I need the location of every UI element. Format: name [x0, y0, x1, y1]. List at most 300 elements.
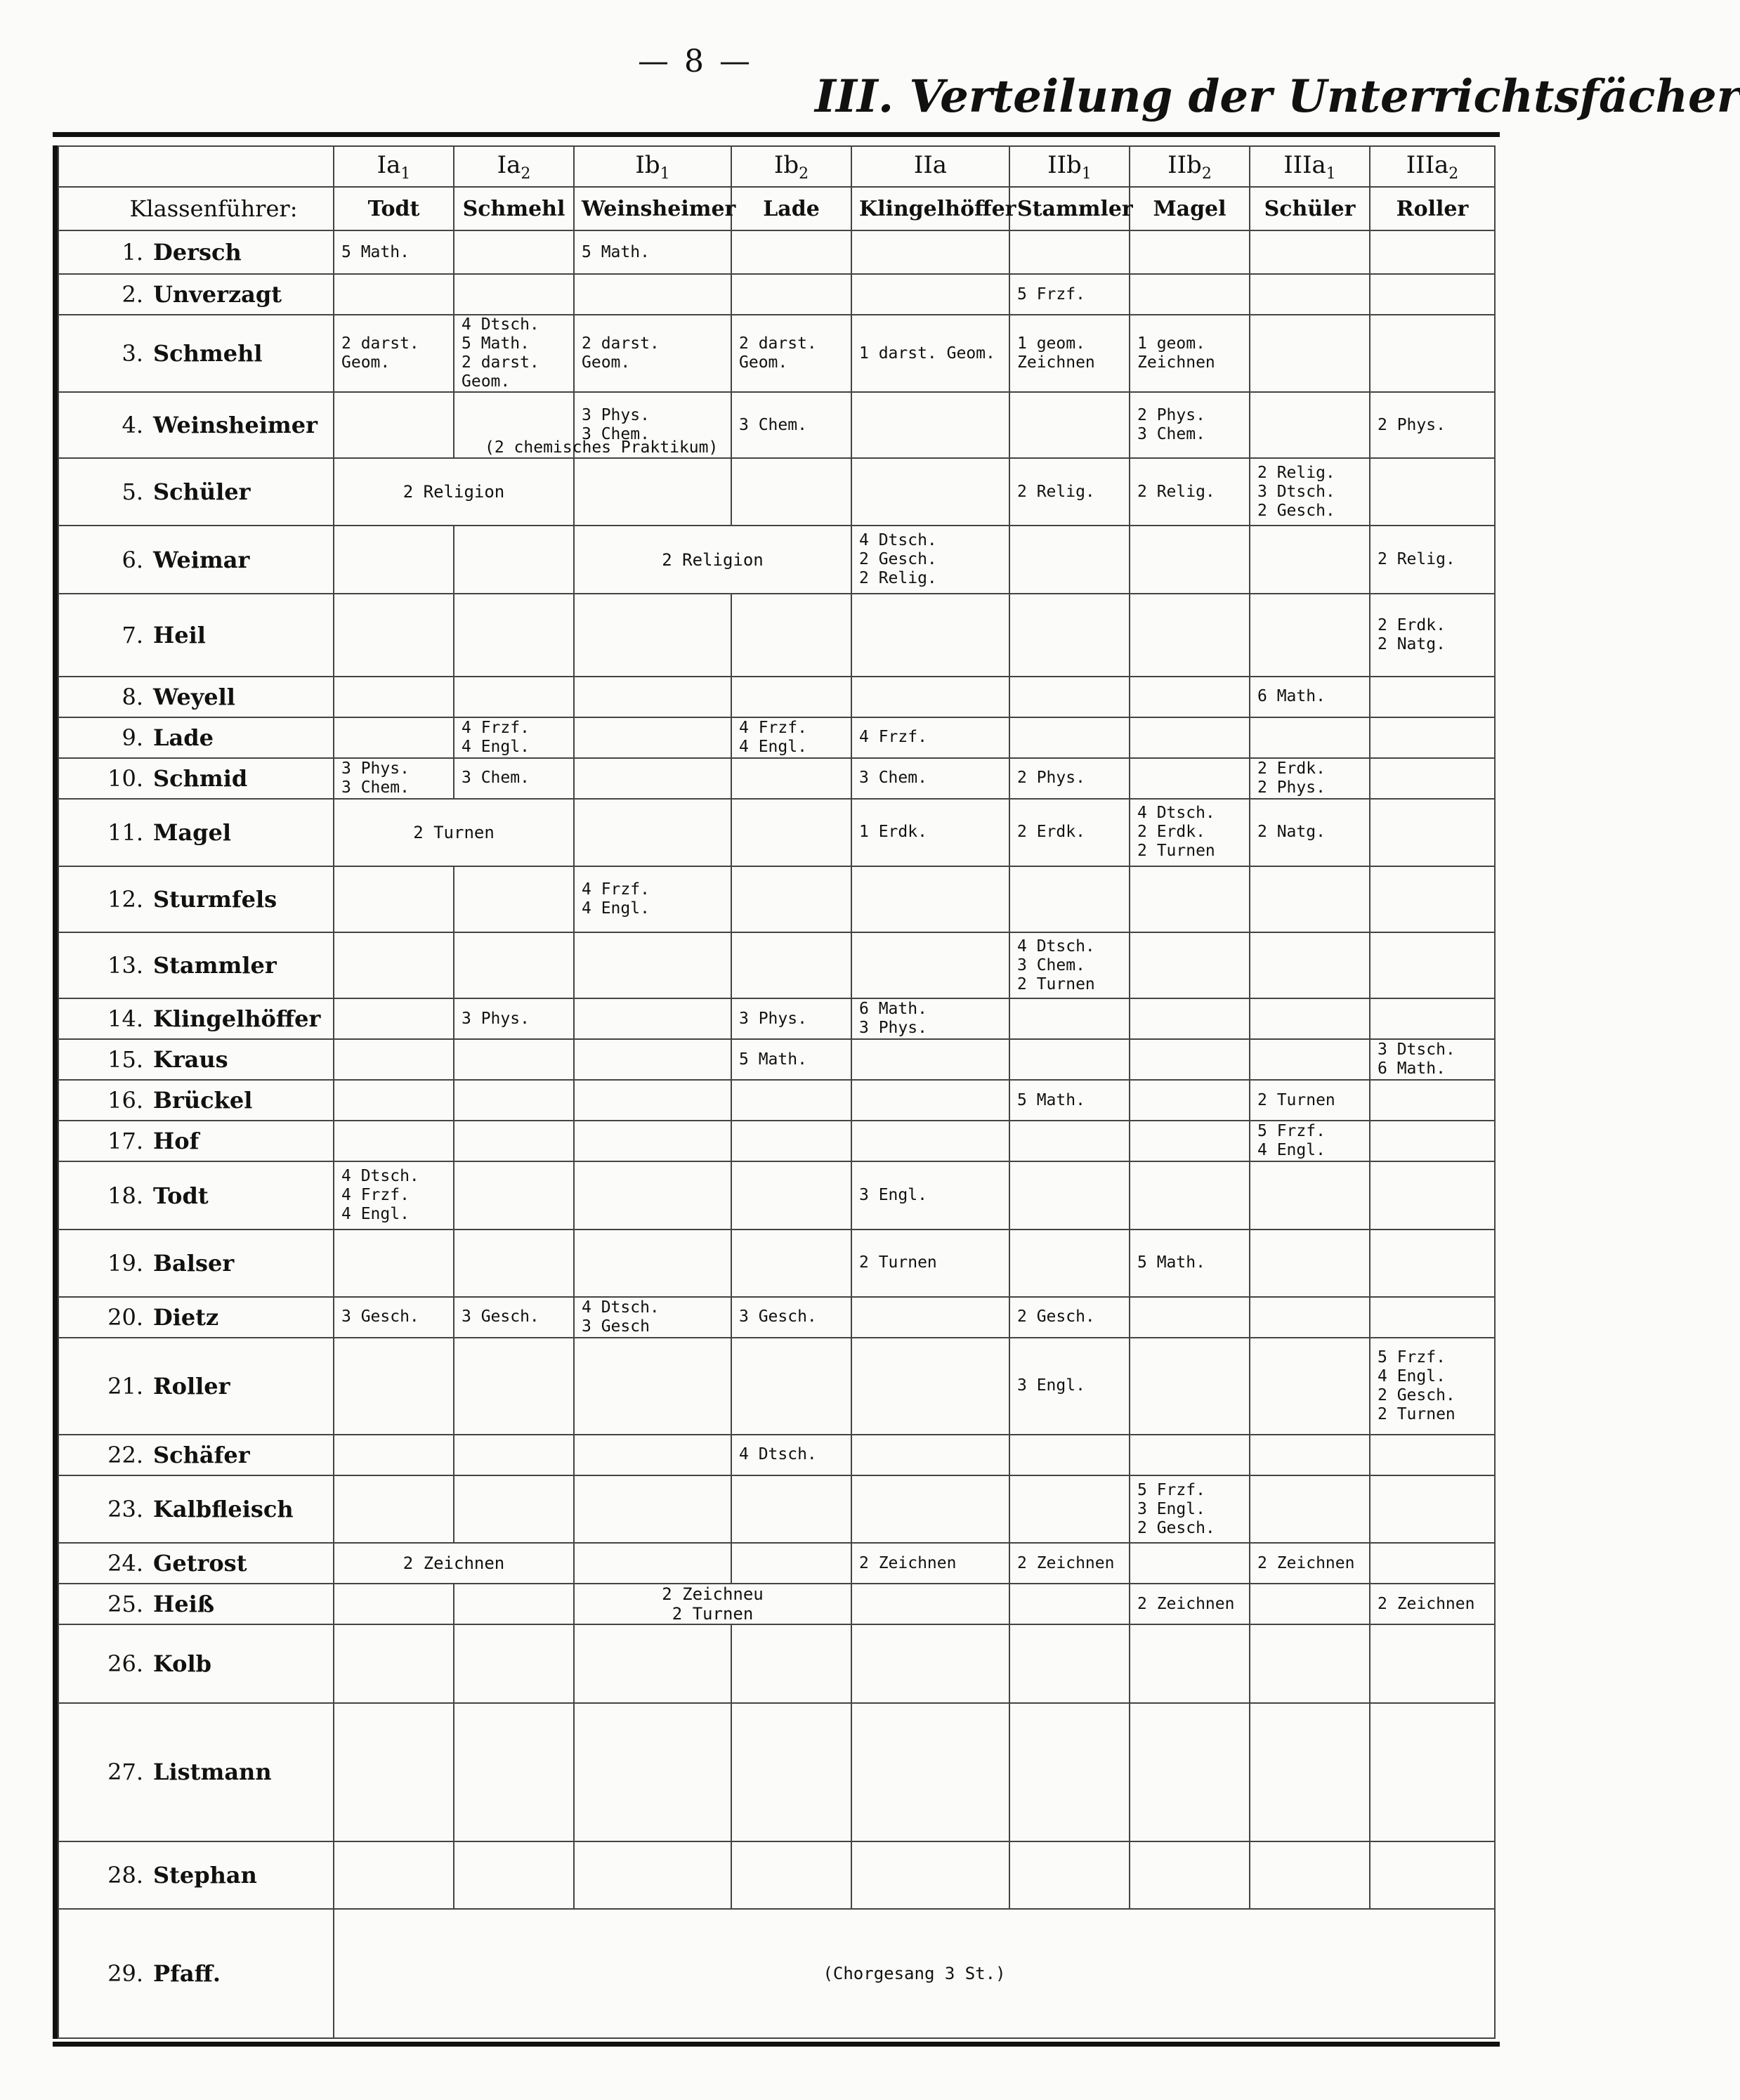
- subject-cell: [454, 1297, 574, 1338]
- subject-cell: [851, 526, 1009, 593]
- subject-entry: 1 Erdk.: [859, 823, 927, 842]
- subject-cell: [731, 274, 851, 315]
- subject-entry: Geom.: [739, 353, 788, 372]
- subject-entry: Geom.: [341, 353, 391, 372]
- teacher-name: Todt: [153, 1182, 209, 1209]
- subject-entry: 5 Math.: [462, 334, 530, 353]
- subject-cell: [1370, 274, 1495, 315]
- teacher-name: Dietz: [153, 1303, 219, 1331]
- subject-cell: [851, 932, 1009, 998]
- subject-cell: [454, 1584, 574, 1624]
- merged-subject-entry: 2 Zeichneu: [662, 1584, 764, 1605]
- merged-subject-entry: 2 Zeichnen: [403, 1553, 505, 1574]
- subject-cell: [851, 1584, 1009, 1624]
- subject-cell: [1370, 1841, 1495, 1909]
- class-teacher: Schmehl: [454, 187, 574, 230]
- subject-entry: Geom.: [462, 372, 511, 391]
- subject-cell: [1130, 1543, 1250, 1584]
- subject-cell: [731, 758, 851, 799]
- class-name: Ia: [497, 150, 521, 179]
- subject-entry: 2 Turnen: [1137, 842, 1215, 861]
- subject-cell: [1370, 1230, 1495, 1297]
- class-name: IIa: [913, 150, 948, 179]
- subject-cell: [574, 1039, 731, 1080]
- teacher-name: Sturmfels: [153, 886, 277, 913]
- subject-cell: [731, 717, 851, 758]
- row-number: 13.: [107, 952, 143, 979]
- corner-cell: [58, 146, 334, 187]
- teacher-name: Weimar: [153, 546, 250, 573]
- subject-cell: [731, 1121, 851, 1161]
- subject-cell: [731, 1841, 851, 1909]
- top-rule: [53, 132, 1500, 137]
- subject-cell: [574, 1703, 731, 1841]
- subject-cell: [1009, 1435, 1130, 1475]
- subject-entry: 5 Frzf.: [1378, 1348, 1446, 1367]
- class-name: Ib: [773, 150, 799, 179]
- subject-entry: 3 Chem.: [739, 415, 807, 434]
- row-number: 5.: [122, 478, 143, 506]
- class-teacher: Magel: [1130, 187, 1250, 230]
- subject-cell: [574, 1230, 731, 1297]
- subject-cell: [1009, 717, 1130, 758]
- subject-cell: [574, 274, 731, 315]
- subject-cell: [454, 677, 574, 717]
- subject-cell: [1250, 1584, 1370, 1624]
- subject-cell: [334, 1161, 454, 1229]
- row-number: 12.: [107, 886, 143, 913]
- subject-cell: [1130, 230, 1250, 274]
- subject-cell: [851, 717, 1009, 758]
- subject-cell: [454, 932, 574, 998]
- subject-cell: [454, 998, 574, 1039]
- subject-cell: [574, 932, 731, 998]
- subject-cell: [334, 1080, 454, 1121]
- class-subscript: 2: [1201, 164, 1212, 183]
- subject-cell: [1130, 1121, 1250, 1161]
- teacher-name-cell: [58, 1338, 334, 1435]
- class-teacher: Schüler: [1250, 187, 1370, 230]
- subject-cell: [1250, 315, 1370, 392]
- teacher-name-cell: [58, 1080, 334, 1121]
- subject-cell: [851, 315, 1009, 392]
- subject-cell: [1250, 1161, 1370, 1229]
- subject-entry: 6 Math.: [1257, 687, 1326, 706]
- subject-cell: [1370, 392, 1495, 458]
- subject-cell: [731, 392, 851, 458]
- subject-cell: [1009, 1338, 1130, 1435]
- class-teacher: Lade: [731, 187, 851, 230]
- teacher-name: Getrost: [153, 1550, 247, 1577]
- subject-cell: [1009, 458, 1130, 526]
- subject-cell: [731, 1338, 851, 1435]
- teacher-row: [58, 1297, 1495, 1338]
- subject-entry: 1 geom.: [1137, 334, 1205, 353]
- subject-cell: [334, 998, 454, 1039]
- subject-cell: [1130, 717, 1250, 758]
- subject-cell: [334, 1121, 454, 1161]
- row-number: 21.: [107, 1372, 143, 1400]
- subject-entry: 2 Relig.: [1378, 550, 1456, 569]
- subject-cell: [1130, 594, 1250, 677]
- subject-entry: 2 Relig.: [1017, 482, 1095, 501]
- class-subscript: 1: [1326, 164, 1336, 183]
- subject-cell: [851, 230, 1009, 274]
- subject-entry: 2 Zeichnen: [1137, 1594, 1235, 1613]
- class-name: Ib: [635, 150, 660, 179]
- subject-cell: [574, 1080, 731, 1121]
- subject-entry: 4 Dtsch.: [859, 531, 937, 550]
- teacher-name: Klingelhöffer: [153, 1005, 321, 1033]
- row-number: 11.: [107, 819, 143, 846]
- row-number: 17.: [107, 1128, 143, 1155]
- subject-entry: 4 Dtsch.: [341, 1167, 419, 1186]
- subject-cell: [1009, 1543, 1130, 1584]
- class-col-3: [731, 146, 851, 187]
- teacher-row: [58, 1161, 1495, 1229]
- subject-cell: [334, 274, 454, 315]
- subject-cell: [334, 1338, 454, 1435]
- class-subscript: 2: [799, 164, 809, 183]
- subject-cell: [1009, 799, 1130, 866]
- teacher-row: [58, 1475, 1495, 1543]
- teacher-name-cell: [58, 799, 334, 866]
- subject-cell: [1009, 866, 1130, 932]
- subject-cell: [1130, 1435, 1250, 1475]
- subject-cell: [851, 1841, 1009, 1909]
- subject-cell: [1250, 1039, 1370, 1080]
- row-number: 4.: [122, 412, 143, 439]
- subject-cell: [851, 998, 1009, 1039]
- subject-cell: [1130, 1338, 1250, 1435]
- subject-entry: 2 Erdk.: [1257, 759, 1326, 778]
- row-number: 14.: [107, 1005, 143, 1033]
- subject-cell: [1009, 1624, 1130, 1703]
- subject-entry: 2 Relig.: [1257, 463, 1335, 482]
- subject-entry: 3 Gesch: [582, 1317, 650, 1336]
- subject-entry: 3 Phys.: [341, 759, 410, 778]
- subject-cell: [1370, 1543, 1495, 1584]
- row-number: 9.: [122, 724, 143, 751]
- teacher-row: [58, 1121, 1495, 1161]
- subject-entry: 3 Engl.: [1017, 1376, 1085, 1395]
- subject-cell: [454, 1338, 574, 1435]
- teacher-name-cell: [58, 274, 334, 315]
- subject-cell: [1009, 1297, 1130, 1338]
- subject-cell: [1130, 1584, 1250, 1624]
- teacher-row: [58, 1435, 1495, 1475]
- subject-entry: Geom.: [582, 353, 631, 372]
- subject-cell: [851, 799, 1009, 866]
- teacher-rows: [58, 230, 1495, 2038]
- subject-entry: 4 Frzf.: [739, 718, 807, 737]
- subject-entry: 2 Gesch.: [1137, 1518, 1215, 1537]
- subject-cell: [1130, 998, 1250, 1039]
- teacher-row: [58, 1338, 1495, 1435]
- subject-entry: 5 Frzf.: [1137, 1480, 1205, 1499]
- subject-entry: 6 Math.: [1378, 1059, 1446, 1078]
- subject-cell: [1130, 758, 1250, 799]
- subject-cell: [731, 677, 851, 717]
- subject-cell: [574, 1841, 731, 1909]
- subject-entry: 4 Engl.: [462, 737, 530, 756]
- subject-cell: [334, 932, 454, 998]
- subject-cell: [1009, 1230, 1130, 1297]
- subject-cell: [1009, 1039, 1130, 1080]
- subject-cell: [731, 866, 851, 932]
- subject-cell: [1370, 1297, 1495, 1338]
- subject-cell: [1250, 1121, 1370, 1161]
- subject-cell: [1250, 1475, 1370, 1543]
- teacher-name-cell: [58, 866, 334, 932]
- subject-cell: [1370, 230, 1495, 274]
- subject-cell: [1370, 1584, 1495, 1624]
- subject-entry: 3 Phys.: [739, 1009, 807, 1028]
- subject-entry: 4 Engl.: [1257, 1141, 1326, 1160]
- class-name: IIIa: [1283, 150, 1326, 179]
- teacher-row: [58, 1584, 1495, 1624]
- subject-entry: 3 Chem.: [462, 769, 530, 788]
- row-number: 22.: [107, 1441, 143, 1468]
- subject-cell: [731, 1039, 851, 1080]
- teacher-name: Brückel: [153, 1087, 253, 1114]
- subject-cell: [454, 526, 574, 593]
- subject-cell: [574, 1121, 731, 1161]
- teacher-row: [58, 526, 1495, 593]
- row-number: 16.: [107, 1087, 143, 1114]
- subject-cell: [851, 866, 1009, 932]
- subject-cell: [1250, 677, 1370, 717]
- subject-cell: [851, 1435, 1009, 1475]
- subject-cell: [731, 230, 851, 274]
- row-number: 29.: [107, 1959, 143, 1987]
- subject-entry: 2 Turnen: [859, 1253, 937, 1272]
- teacher-name-cell: [58, 1039, 334, 1080]
- subject-cell: [574, 1475, 731, 1543]
- class-subscript: 1: [660, 164, 670, 183]
- subject-cell: [731, 594, 851, 677]
- teacher-name-cell: [58, 1230, 334, 1297]
- subject-cell: [574, 230, 731, 274]
- subject-entry: 4 Frzf.: [341, 1186, 410, 1205]
- subject-cell: [454, 1039, 574, 1080]
- subject-entry: 2 Zeichnen: [1017, 1553, 1115, 1572]
- subject-entry: 2 Erdk.: [1378, 615, 1446, 634]
- subject-entry: Zeichnen: [1137, 353, 1215, 372]
- teacher-row: [58, 1703, 1495, 1841]
- row-number: 23.: [107, 1496, 143, 1523]
- teacher-row: [58, 758, 1495, 799]
- subject-cell: [334, 1435, 454, 1475]
- subject-cell: [731, 315, 851, 392]
- class-subscript: 1: [400, 164, 411, 183]
- subject-cell: [1130, 1230, 1250, 1297]
- subject-cell: [731, 1703, 851, 1841]
- teacher-row: [58, 677, 1495, 717]
- subject-cell: [851, 594, 1009, 677]
- subject-cell: [1130, 866, 1250, 932]
- subject-cell: [1250, 1624, 1370, 1703]
- teacher-row: [58, 392, 1495, 458]
- teacher-name: Dersch: [153, 239, 242, 266]
- subject-cell: [1250, 526, 1370, 593]
- teacher-row: [58, 594, 1495, 677]
- row-number: 3.: [122, 340, 143, 367]
- subject-entry: 2 Turnen: [1378, 1404, 1456, 1423]
- section-title: III. Verteilung der Unterrichtsfächer: [815, 70, 1740, 123]
- subject-entry: 3 Chem.: [859, 769, 927, 788]
- class-col-2: [574, 146, 731, 187]
- subject-entry: 4 Engl.: [582, 899, 650, 918]
- subject-cell: [1370, 866, 1495, 932]
- subject-cell: [1370, 998, 1495, 1039]
- subject-cell: [334, 677, 454, 717]
- merged-subject-entry: 2 Religion: [403, 482, 505, 502]
- teacher-name-cell: [58, 458, 334, 526]
- subject-cell: [334, 315, 454, 392]
- teacher-name: Kalbfleisch: [153, 1496, 294, 1523]
- class-teacher: Todt: [334, 187, 454, 230]
- merged-subject-cell: [574, 1584, 851, 1624]
- subject-cell: [574, 677, 731, 717]
- subject-cell: [851, 1121, 1009, 1161]
- subject-cell: [454, 1841, 574, 1909]
- subject-cell: [574, 458, 731, 526]
- subject-cell: [334, 1230, 454, 1297]
- subject-cell: [454, 274, 574, 315]
- subject-cell: [1009, 230, 1130, 274]
- class-name: IIb: [1047, 150, 1082, 179]
- subject-entry: 5 Math.: [582, 242, 650, 261]
- subject-cell: [334, 1624, 454, 1703]
- subject-cell: [731, 799, 851, 866]
- teacher-row: [58, 1543, 1495, 1584]
- teacher-name-cell: [58, 998, 334, 1039]
- teacher-name-cell: [58, 526, 334, 593]
- class-col-1: [454, 146, 574, 187]
- subject-cell: [851, 1161, 1009, 1229]
- subject-cell: [1250, 274, 1370, 315]
- subject-entry: 4 Frzf.: [859, 728, 927, 747]
- subject-cell: [851, 1338, 1009, 1435]
- teacher-name: Magel: [153, 819, 232, 846]
- subject-entry: 3 Dtsch.: [1257, 482, 1335, 501]
- subject-cell: [731, 1230, 851, 1297]
- teacher-name-cell: [58, 1584, 334, 1624]
- subject-cell: [454, 1624, 574, 1703]
- subject-entry: 3 Chem.: [341, 778, 410, 797]
- subject-cell: [334, 1841, 454, 1909]
- subject-cell: [1130, 1297, 1250, 1338]
- subject-entry: 2 darst.: [462, 353, 539, 372]
- row-number: 1.: [122, 239, 143, 266]
- teacher-row: [58, 315, 1495, 392]
- subject-cell: [574, 1338, 731, 1435]
- subject-entry: 2 Erdk.: [1017, 823, 1085, 842]
- row-number: 6.: [122, 546, 143, 573]
- subject-cell: [1370, 526, 1495, 593]
- subject-cell: [574, 998, 731, 1039]
- subject-cell: [454, 1703, 574, 1841]
- subject-cell: [1370, 677, 1495, 717]
- subject-cell: [1250, 1841, 1370, 1909]
- teacher-name: Kolb: [153, 1650, 211, 1678]
- class-teacher-row: [58, 187, 1495, 230]
- row-number: 19.: [107, 1249, 143, 1277]
- subject-cell: [1370, 1703, 1495, 1841]
- subject-cell: [454, 1475, 574, 1543]
- subject-entry: 6 Math.: [859, 1000, 927, 1019]
- teacher-name: Listmann: [153, 1759, 272, 1786]
- subject-cell: [1130, 677, 1250, 717]
- subject-cell: [1009, 1121, 1130, 1161]
- subject-cell: [731, 1080, 851, 1121]
- subject-cell: [1250, 866, 1370, 932]
- teacher-name-cell: [58, 1161, 334, 1229]
- teacher-name: Roller: [153, 1372, 230, 1400]
- teacher-row: [58, 866, 1495, 932]
- subject-cell: [1009, 1841, 1130, 1909]
- teacher-row: [58, 1230, 1495, 1297]
- subject-cell: [454, 1230, 574, 1297]
- teacher-name: Hof: [153, 1128, 199, 1155]
- subject-cell: [1370, 1435, 1495, 1475]
- subject-cell: [1009, 1584, 1130, 1624]
- subject-entry: 3 Engl.: [859, 1186, 927, 1205]
- subject-cell: [1250, 998, 1370, 1039]
- subject-entry: 2 Gesch.: [1378, 1385, 1456, 1404]
- subject-cell: [574, 717, 731, 758]
- subject-cell: [851, 1039, 1009, 1080]
- class-teacher: Roller: [1370, 187, 1495, 230]
- teacher-row: [58, 1841, 1495, 1909]
- subject-cell: [1370, 1039, 1495, 1080]
- teacher-name: Kraus: [153, 1046, 228, 1074]
- row-number: 28.: [107, 1861, 143, 1889]
- subject-cell: [731, 1161, 851, 1229]
- subject-cell: [1009, 932, 1130, 998]
- subject-cell: [851, 458, 1009, 526]
- class-col-6: [1130, 146, 1250, 187]
- teacher-row: [58, 717, 1495, 758]
- subject-cell: [1009, 274, 1130, 315]
- subject-cell: [334, 1297, 454, 1338]
- subject-cell: [1130, 315, 1250, 392]
- class-teacher-label: Klassenführer:: [58, 187, 334, 230]
- subject-cell: [851, 758, 1009, 799]
- subject-entry: 3 Phys.: [859, 1019, 927, 1038]
- subject-cell: [1130, 1039, 1250, 1080]
- subject-cell: [454, 594, 574, 677]
- teacher-row: [58, 1080, 1495, 1121]
- subject-entry: 5 Math.: [1017, 1090, 1085, 1109]
- subject-cell: [851, 1703, 1009, 1841]
- subject-cell: [1250, 1703, 1370, 1841]
- subject-cell: [334, 717, 454, 758]
- teacher-name-cell: [58, 758, 334, 799]
- subject-entry: 4 Dtsch.: [739, 1445, 817, 1464]
- teacher-name-cell: [58, 1543, 334, 1584]
- teacher-name: Pfaff.: [153, 1959, 221, 1987]
- subject-cell: [334, 1039, 454, 1080]
- subject-cell: [1009, 594, 1130, 677]
- subject-cell: [731, 1435, 851, 1475]
- subject-cell: [1250, 799, 1370, 866]
- subject-cell: [851, 274, 1009, 315]
- subject-entry: 2 Phys.: [1257, 778, 1326, 797]
- class-teacher: Stammler: [1009, 187, 1130, 230]
- subject-entry: 2 darst.: [341, 334, 419, 353]
